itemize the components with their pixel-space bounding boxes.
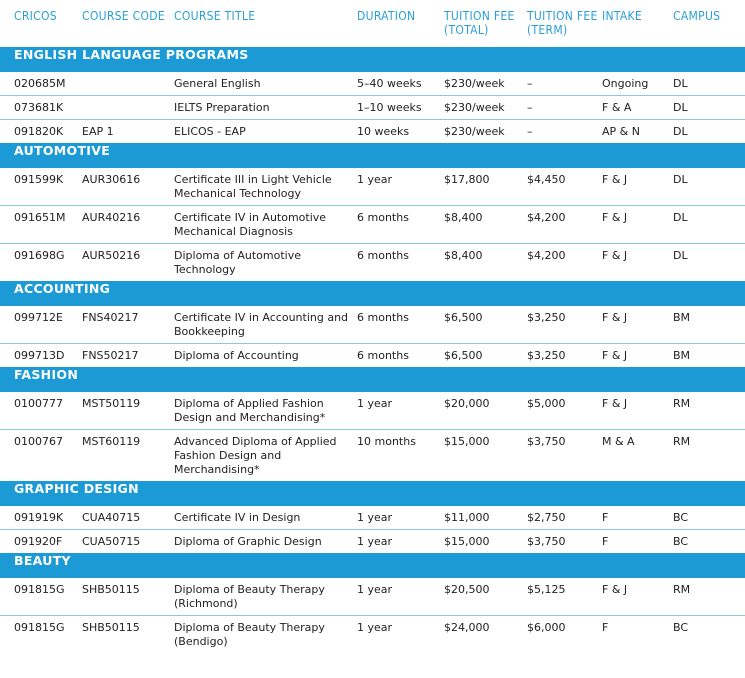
course-title-cell: General English	[174, 72, 357, 96]
section-header	[0, 554, 745, 579]
course-title-cell: Diploma of Beauty Therapy (Richmond)	[174, 578, 357, 616]
course-title-cell: IELTS Preparation	[174, 96, 357, 120]
table-row	[0, 244, 745, 282]
duration-cell: 1 year	[357, 535, 393, 548]
tuition-term-cell: $3,250	[527, 349, 566, 362]
intake-cell: F & J	[602, 306, 673, 344]
course-title-cell: Certificate III in Light Vehicle Mechanical Technology	[174, 168, 357, 206]
tuition-total-cell: $8,400	[444, 249, 483, 262]
cricos-cell: 091599K	[0, 168, 82, 206]
cricos-cell: 020685M	[0, 72, 82, 96]
cricos-cell: 0100777	[0, 392, 82, 430]
campus-cell: BC	[673, 506, 745, 530]
intake-cell: AP & N	[602, 125, 640, 138]
header-row	[0, 0, 745, 48]
campus-cell: BC	[673, 535, 689, 548]
section-header	[0, 144, 745, 169]
tuition-term-cell: –	[527, 125, 533, 138]
section-header	[0, 482, 745, 507]
campus-cell: BM	[673, 306, 745, 344]
tuition-total-cell: $15,000	[444, 535, 490, 548]
tuition-total-cell: $20,500	[444, 578, 527, 616]
campus-cell: RM	[673, 392, 745, 430]
course-code-cell: AUR50216	[82, 249, 141, 262]
section-header	[0, 48, 745, 73]
tuition-total-cell: $17,800	[444, 168, 527, 206]
table-row	[0, 578, 745, 616]
course-title-cell: Certificate IV in Accounting and Bookkeeping	[174, 306, 357, 344]
table-row	[0, 392, 745, 430]
table-row	[0, 530, 745, 554]
tuition-term-cell: $4,450	[527, 168, 602, 206]
campus-cell: BM	[673, 349, 691, 362]
campus-cell: DL	[673, 249, 688, 262]
course-title-cell: Diploma of Graphic Design	[174, 535, 322, 548]
campus-cell: RM	[673, 435, 691, 448]
tuition-total-cell: $11,000	[444, 506, 527, 530]
cricos-cell: 091815G	[0, 578, 82, 616]
tuition-total-cell: $24,000	[444, 621, 490, 634]
course-code-cell: EAP 1	[82, 125, 114, 138]
tuition-total-cell: $8,400	[444, 206, 527, 244]
tuition-total-cell: $230/week	[444, 72, 527, 96]
duration-cell: 1 year	[357, 168, 444, 206]
tuition-term-cell: $3,750	[527, 535, 566, 548]
intake-cell: Ongoing	[602, 72, 673, 96]
header-duration: DURATION	[357, 9, 416, 23]
duration-cell: 10 weeks	[357, 125, 410, 138]
tuition-total-cell: $15,000	[444, 435, 490, 448]
duration-cell: 6 months	[357, 206, 444, 244]
course-title-cell: Diploma of Automotive Technology	[174, 249, 301, 276]
course-code-cell: FNS50217	[82, 349, 139, 362]
tuition-total-cell: $6,500	[444, 306, 527, 344]
table-row	[0, 120, 745, 144]
duration-cell: 6 months	[357, 349, 409, 362]
section-title: ACCOUNTING	[0, 282, 745, 307]
course-code-cell: AUR40216	[82, 206, 174, 244]
section-title: GRAPHIC DESIGN	[0, 482, 745, 507]
intake-cell: F & J	[602, 392, 673, 430]
cricos-cell: 091651M	[0, 206, 82, 244]
intake-cell: F & J	[602, 249, 628, 262]
campus-cell: BC	[673, 621, 689, 634]
cricos-cell: 073681K	[0, 96, 82, 120]
header-course-code: COURSE CODE	[82, 9, 166, 23]
cricos-cell: 091920F	[14, 535, 63, 548]
course-title-cell: Certificate IV in Design	[174, 506, 357, 530]
campus-cell: DL	[673, 206, 745, 244]
campus-cell: DL	[673, 96, 745, 120]
header-cricos: CRICOS	[14, 9, 57, 23]
table-row	[0, 430, 745, 482]
intake-cell: F & J	[602, 168, 673, 206]
course-title-cell: Advanced Diploma of Applied Fashion Design and Merchandising*	[174, 435, 337, 476]
intake-cell: F & J	[602, 349, 628, 362]
duration-cell: 1 year	[357, 392, 444, 430]
header-intake: INTAKE	[602, 9, 642, 23]
section-header	[0, 368, 745, 393]
duration-cell: 1 year	[357, 621, 393, 634]
duration-cell: 6 months	[357, 306, 444, 344]
table-row	[0, 96, 745, 120]
campus-cell: DL	[673, 168, 745, 206]
tuition-total-cell: $6,500	[444, 349, 483, 362]
duration-cell: 1 year	[357, 506, 444, 530]
tuition-total-cell: $230/week	[444, 96, 527, 120]
section-title: BEAUTY	[0, 554, 745, 579]
tuition-term-cell: –	[527, 96, 602, 120]
table-row	[0, 306, 745, 344]
table-row	[0, 344, 745, 368]
tuition-term-cell: $6,000	[527, 621, 566, 634]
header-campus: CAMPUS	[673, 9, 721, 23]
tuition-term-cell: $3,250	[527, 306, 602, 344]
duration-cell: 5–40 weeks	[357, 72, 444, 96]
duration-cell: 6 months	[357, 249, 409, 262]
course-code-cell: SHB50115	[82, 621, 140, 634]
section-header	[0, 282, 745, 307]
course-code-cell: CUA40715	[82, 506, 174, 530]
intake-cell: F	[602, 506, 673, 530]
tuition-term-cell: $5,000	[527, 392, 602, 430]
section-title: FASHION	[0, 368, 745, 393]
course-title-cell: Diploma of Accounting	[174, 349, 299, 362]
tuition-total-cell: $230/week	[444, 125, 505, 138]
intake-cell: F	[602, 535, 609, 548]
intake-cell: M & A	[602, 435, 635, 448]
header-tuition-term: TUITION FEE (TERM)	[527, 9, 598, 37]
cricos-cell: 0100767	[14, 435, 63, 448]
duration-cell: 1–10 weeks	[357, 96, 444, 120]
course-code-cell	[82, 72, 174, 96]
tuition-term-cell: $4,200	[527, 249, 566, 262]
cricos-cell: 091820K	[14, 125, 64, 138]
course-code-cell: MST50119	[82, 392, 174, 430]
tuition-term-cell: $3,750	[527, 435, 566, 448]
course-code-cell	[82, 96, 174, 120]
tuition-total-cell: $20,000	[444, 392, 527, 430]
cricos-cell: 099713D	[14, 349, 65, 362]
course-code-cell: FNS40217	[82, 306, 174, 344]
intake-cell: F & J	[602, 578, 673, 616]
intake-cell: F & A	[602, 96, 673, 120]
tuition-term-cell: $4,200	[527, 206, 602, 244]
campus-cell: RM	[673, 578, 745, 616]
course-title-cell: ELICOS - EAP	[174, 125, 246, 138]
duration-cell: 1 year	[357, 578, 444, 616]
table-row	[0, 168, 745, 206]
tuition-term-cell: $2,750	[527, 506, 602, 530]
intake-cell: F	[602, 621, 609, 634]
table-row	[0, 206, 745, 244]
tuition-term-cell: –	[527, 72, 602, 96]
course-code-cell: AUR30616	[82, 168, 174, 206]
section-title: AUTOMOTIVE	[0, 144, 745, 169]
table-row	[0, 616, 745, 654]
cricos-cell: 091815G	[14, 621, 65, 634]
tuition-term-cell: $5,125	[527, 578, 602, 616]
intake-cell: F & J	[602, 206, 673, 244]
header-tuition-total: TUITION FEE (TOTAL)	[444, 9, 515, 37]
duration-cell: 10 months	[357, 435, 416, 448]
course-title-cell: Certificate IV in Automotive Mechanical Diagnosis	[174, 206, 357, 244]
header-course-title: COURSE TITLE	[174, 9, 256, 23]
cricos-cell: 099712E	[0, 306, 82, 344]
campus-cell: DL	[673, 72, 745, 96]
course-code-cell: MST60119	[82, 435, 141, 448]
cricos-cell: 091919K	[0, 506, 82, 530]
cricos-cell: 091698G	[14, 249, 65, 262]
course-title-cell: Diploma of Beauty Therapy (Bendigo)	[174, 621, 325, 648]
campus-cell: DL	[673, 125, 688, 138]
section-title: ENGLISH LANGUAGE PROGRAMS	[0, 48, 745, 73]
course-code-cell: CUA50715	[82, 535, 141, 548]
course-code-cell: SHB50115	[82, 578, 174, 616]
course-title-cell: Diploma of Applied Fashion Design and Merchandising*	[174, 392, 357, 430]
table-row	[0, 72, 745, 96]
table-row	[0, 506, 745, 530]
